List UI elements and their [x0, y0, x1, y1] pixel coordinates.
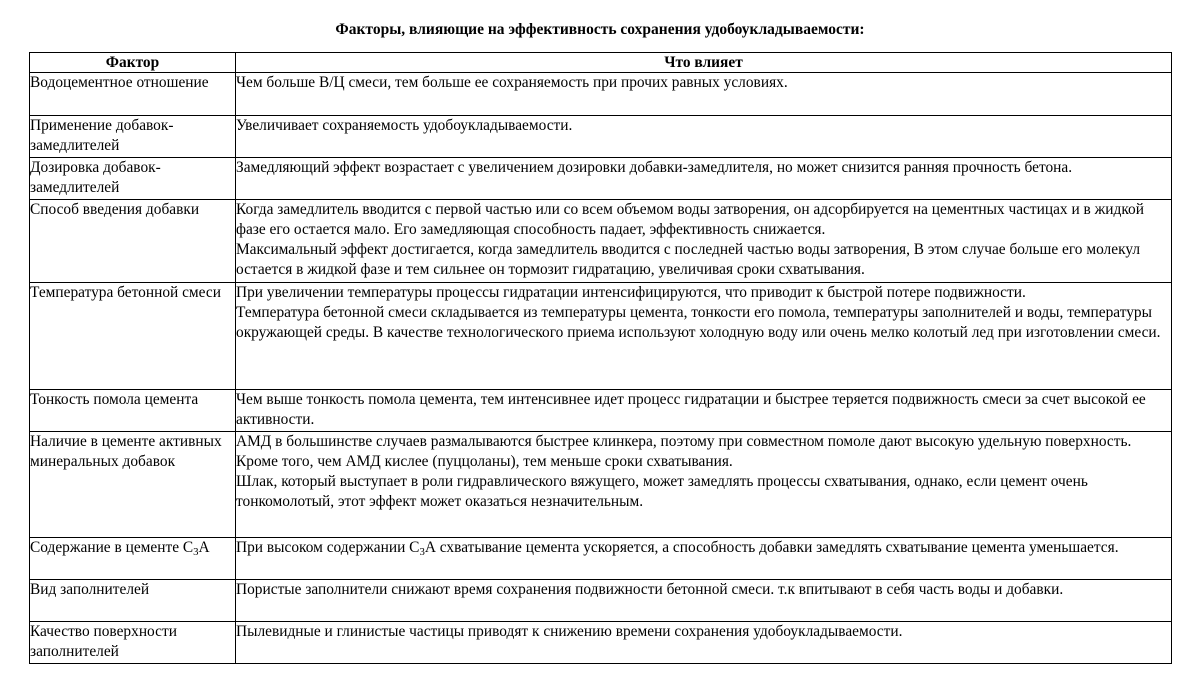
- effect-paragraph: Чем выше тонкость помола цемента, тем интенсивнее идет процесс гидратации и быстрее теряется подвижность смеси за счет высокой ее активности.: [236, 391, 1146, 428]
- effect-paragraph: Замедляющий эффект возрастает с увеличением дозировки добавки-замедлителя, но может снизится ранняя прочность бетона.: [236, 159, 1073, 176]
- header-effect: Что влияет: [236, 53, 1172, 73]
- factors-table: [29, 52, 1172, 664]
- effect-cell: [236, 200, 1172, 283]
- factor-cell: Наличие в цементе активных минеральных добавок: [30, 432, 236, 538]
- effect-paragraph: Максимальный эффект достигается, когда замедлитель вводится с последней частью воды затворения, В этом случае больше его молекул остается в жидкой фазе и тем сильнее он тормозит гидратацию, увеличивая сроки схватывания.: [236, 241, 1141, 278]
- effect-cell: [236, 283, 1172, 390]
- effect-paragraph: АМД в большинстве случаев размалываются быстрее клинкера, поэтому при совместном помоле дают высокую удельную поверхность.: [236, 433, 1132, 450]
- table-row: [30, 390, 1172, 432]
- factor-cell: Температура бетонной смеси: [30, 283, 236, 390]
- table-row: [30, 116, 1172, 158]
- factor-cell: Вид заполнителей: [30, 580, 236, 622]
- effect-cell: [236, 580, 1172, 622]
- table-row: [30, 580, 1172, 622]
- factor-cell: Применение добавок-замедлителей: [30, 116, 236, 158]
- effect-text: А схватывание цемента ускоряется, а способность добавки замедлять схватывание цемента уменьшается.: [424, 539, 1119, 556]
- factor-cell: Дозировка добавок-замедлителей: [30, 158, 236, 200]
- table-row: [30, 432, 1172, 538]
- effect-paragraph: При увеличении температуры процессы гидратации интенсифицируются, что приводит к быстрой потере подвижности.: [236, 284, 1026, 301]
- effect-cell: [236, 116, 1172, 158]
- factor-cell: Качество поверхности заполнителей: [30, 622, 236, 664]
- effect-cell: [236, 390, 1172, 432]
- effect-cell: [236, 73, 1172, 116]
- factor-cell: Способ введения добавки: [30, 200, 236, 283]
- effect-cell: [236, 538, 1172, 580]
- table-row: [30, 73, 1172, 116]
- factor-text: Содержание в цементе С: [30, 539, 194, 556]
- effect-paragraph: Пористые заполнители снижают время сохранения подвижности бетонной смеси. т.к впитывают в себя часть воды и добавки.: [236, 581, 1064, 598]
- effect-cell: [236, 158, 1172, 200]
- page-title: Факторы, влияющие на эффективность сохранения удобоукладываемости:: [335, 21, 865, 38]
- effect-paragraph: Кроме того, чем АМД кислее (пуццоланы), тем меньше сроки схватывания.: [236, 453, 733, 470]
- effect-paragraph: Увеличивает сохраняемость удобоукладываемости.: [236, 117, 573, 134]
- table-header-row: [30, 53, 1172, 73]
- table-row: [30, 158, 1172, 200]
- subscript-3: 3: [419, 546, 425, 558]
- table-row: [30, 622, 1172, 664]
- factor-cell: Водоцементное отношение: [30, 73, 236, 116]
- factor-text: А: [198, 539, 210, 556]
- effect-cell: [236, 622, 1172, 664]
- effect-text: При высоком содержании С: [236, 539, 420, 556]
- effect-paragraph: Шлак, который выступает в роли гидравлического вяжущего, может замедлять процессы схватывания, однако, если цемент очень тонкомолотый, этот эффект может оказаться незначительным.: [236, 473, 1088, 510]
- effect-paragraph: Температура бетонной смеси складывается из температуры цемента, тонкости его помола, температуры заполнителей и воды, температуры окружающей среды. В качестве технологического приема используют холодную воду или очень мелко колотый лед при изготовлении смеси.: [236, 304, 1161, 341]
- effect-paragraph: Чем больше В/Ц смеси, тем больше ее сохраняемость при прочих равных условиях.: [236, 74, 788, 91]
- effect-paragraph: Пылевидные и глинистые частицы приводят к снижению времени сохранения удобоукладываемости.: [236, 623, 903, 640]
- header-factor: Фактор: [30, 53, 236, 73]
- effect-paragraph: Когда замедлитель вводится с первой частью или со всем объемом воды затворения, он адсорбируется на цементных частицах и в жидкой фазе его остается мало. Его замедляющая способность падает, эффективность снижается.: [236, 201, 1144, 238]
- table-row: [30, 200, 1172, 283]
- factor-cell: [30, 538, 236, 580]
- effect-cell: [236, 432, 1172, 538]
- table-row: [30, 283, 1172, 390]
- subscript-3: 3: [193, 546, 199, 558]
- table-row: [30, 538, 1172, 580]
- factor-cell: Тонкость помола цемента: [30, 390, 236, 432]
